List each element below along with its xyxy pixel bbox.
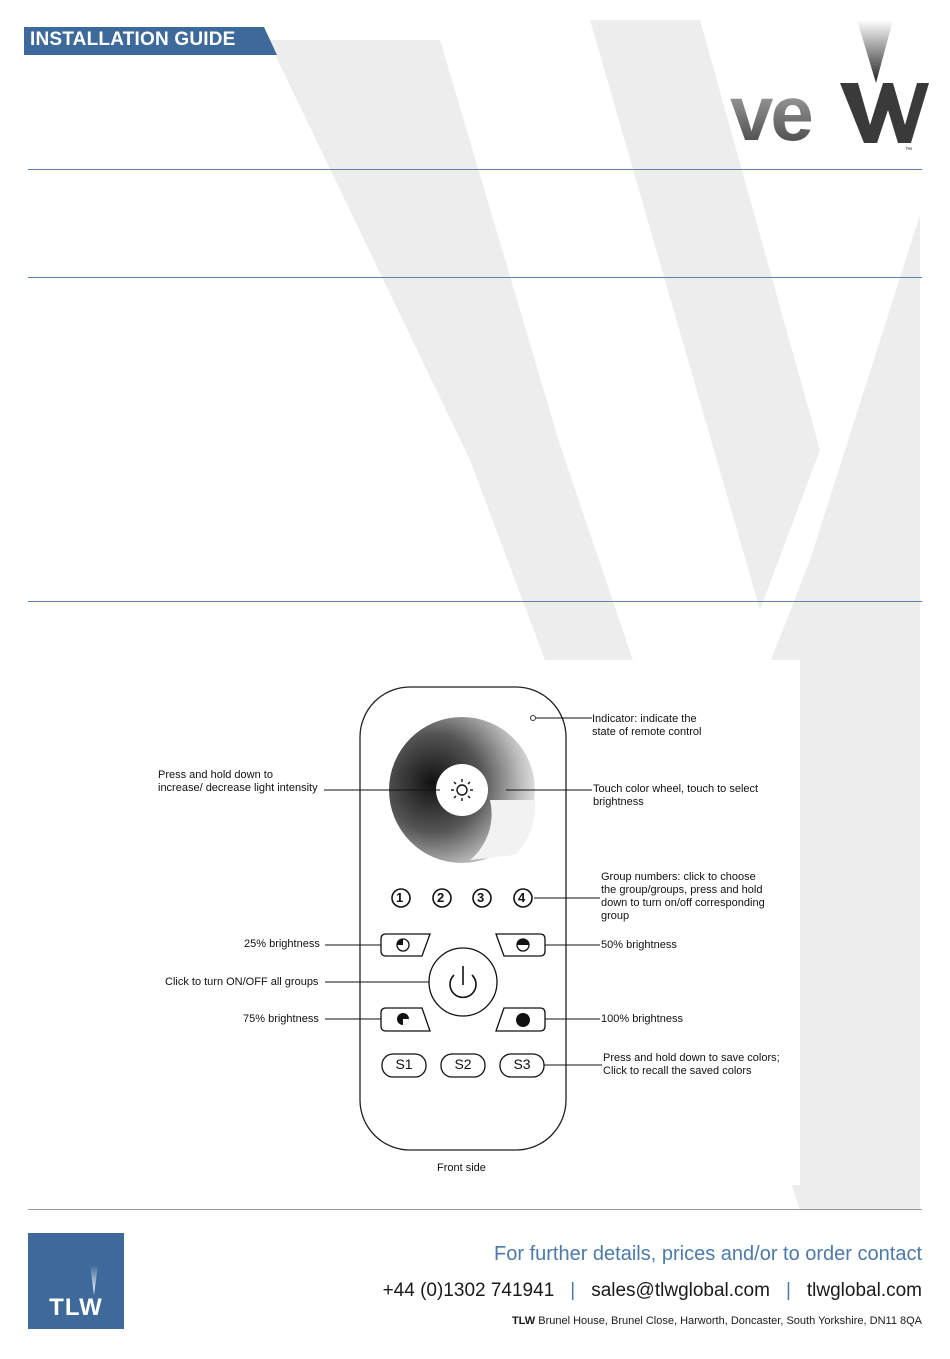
footer-contacts <box>383 1280 922 1302</box>
footer-tagline: For further details, prices and/or to order contact <box>494 1243 922 1265</box>
color-wheel-center <box>436 764 488 816</box>
scene-s1-label: S1 <box>395 1056 413 1072</box>
wheel-label-1: Touch color wheel, touch to select <box>593 783 759 795</box>
address-text: Brunel House, Brunel Close, Harworth, Doncaster, South Yorkshire, DN11 8QA <box>538 1315 922 1327</box>
footer-divider <box>28 1209 922 1210</box>
brightness-25-label: 25% brightness <box>244 938 320 950</box>
contact-separator: | <box>570 1280 576 1301</box>
group-3-label: 3 <box>477 890 485 905</box>
wheel-label-2: brightness <box>593 796 644 808</box>
header-title: INSTALLATION GUIDE <box>30 29 236 50</box>
press-hold-label-1: Press and hold down to <box>158 769 273 781</box>
group-2-label: 2 <box>437 890 445 905</box>
group-desc-3: down to turn on/off corresponding <box>601 897 765 909</box>
contact-separator: | <box>785 1280 791 1301</box>
group-desc-4: group <box>601 910 630 922</box>
trademark-symbol: ™ <box>905 147 912 154</box>
brightness-75-label: 75% brightness <box>243 1013 319 1025</box>
indicator-led <box>531 716 536 721</box>
group-desc-1: Group numbers: click to choose <box>601 871 756 883</box>
phone-number[interactable]: +44 (0)1302 741941 <box>382 1280 555 1301</box>
save-label-2: Click to recall the saved colors <box>603 1065 752 1077</box>
email-link[interactable]: sales@tlwglobal.com <box>591 1280 770 1301</box>
power-label: Click to turn ON/OFF all groups <box>165 976 319 988</box>
scene-s2-label: S2 <box>454 1056 472 1072</box>
group-desc-2: the group/groups, press and hold <box>601 884 763 896</box>
logo-text: ve <box>730 69 811 157</box>
tlw-logo-text: TLW <box>49 1294 103 1321</box>
scene-s3-label: S3 <box>513 1056 531 1072</box>
indicator-label-1: Indicator: indicate the <box>592 713 697 725</box>
group-4-label: 4 <box>518 890 526 905</box>
save-label-1: Press and hold down to save colors; <box>603 1052 780 1064</box>
website-link[interactable]: tlwglobal.com <box>806 1280 922 1301</box>
footer-address <box>512 1315 922 1327</box>
press-hold-label-2: increase/ decrease light intensity <box>158 782 318 794</box>
diagram-caption: Front side <box>437 1162 486 1174</box>
address-company: TLW <box>511 1315 536 1327</box>
brightness-50-label: 50% brightness <box>601 939 677 951</box>
group-1-label: 1 <box>396 890 404 905</box>
brightness-100-label: 100% brightness <box>601 1013 683 1025</box>
indicator-label-2: state of remote control <box>592 726 702 738</box>
